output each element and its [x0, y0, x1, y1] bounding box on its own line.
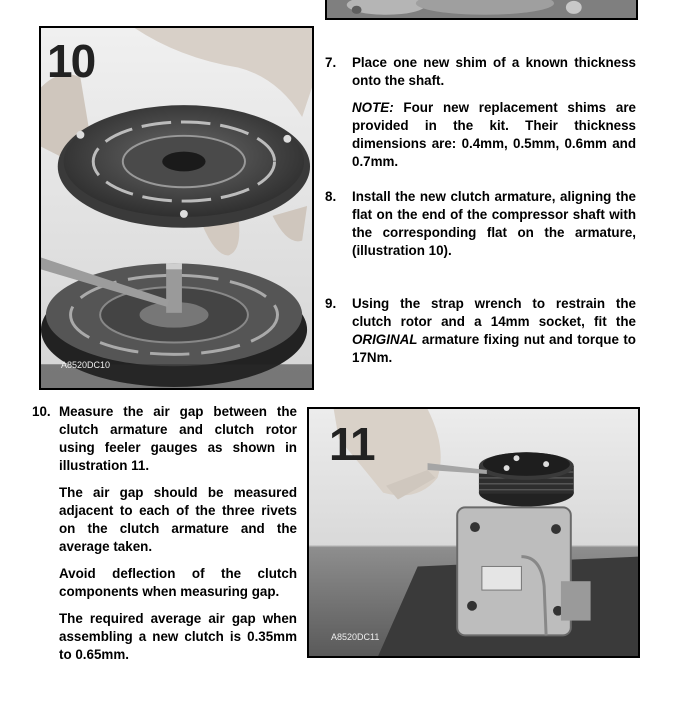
- step-7-text: Place one new shim of a known thickness onto the shaft.: [352, 55, 636, 88]
- step-10-para-2: The air gap should be measured adjacent to each of the three rivets on the clutch armature and the average taken.: [59, 485, 297, 554]
- step-8: [325, 188, 636, 260]
- step-10-number: 10.: [32, 404, 51, 419]
- step-10-para-3: Avoid deflection of the clutch components when measuring gap.: [59, 566, 297, 599]
- top-photo-image: [327, 0, 636, 18]
- step-9-text-before: Using the strap wrench to restrain the clutch rotor and a 14mm socket, fit the: [352, 296, 636, 329]
- illustration-11-code: A8520DC11: [331, 632, 380, 642]
- step-7-number: 7.: [325, 55, 337, 70]
- step-9-emphasis: ORIGINAL: [352, 332, 418, 347]
- step-10: [32, 403, 297, 664]
- illustration-11-number: 11: [329, 418, 374, 470]
- step-9-text: [352, 295, 636, 367]
- step-7-note: [352, 99, 636, 171]
- illustration-11: [307, 407, 640, 658]
- top-photo-strip: [325, 0, 638, 20]
- illustration-10-number: 10: [47, 35, 95, 87]
- step-7: [325, 54, 636, 171]
- illustration-10-code: A8520DC10: [61, 360, 111, 370]
- note-label: NOTE:: [352, 100, 394, 115]
- step-9: [325, 295, 636, 367]
- step-9-number: 9.: [325, 296, 337, 311]
- step-10-para-4: The required average air gap when assembling a new clutch is 0.35mm to 0.65mm.: [59, 611, 297, 662]
- note-text: Four new replacement shims are provided in the kit. Their thickness dimensions are: 0.4mm, 0.5mm, 0.6mm and 0.7mm.: [352, 100, 636, 169]
- illustration-10: [39, 26, 314, 390]
- step-8-number: 8.: [325, 189, 337, 204]
- step-8-text: Install the new clutch armature, aligning the flat on the end of the compressor shaft with the corresponding flat on the armature, (illustration 10).: [352, 189, 636, 258]
- step-10-para-1: Measure the air gap between the clutch armature and clutch rotor using feeler gauges as shown in illustration 11.: [59, 404, 297, 473]
- step-9-text-after: armature fixing nut and torque to 17Nm.: [352, 332, 636, 365]
